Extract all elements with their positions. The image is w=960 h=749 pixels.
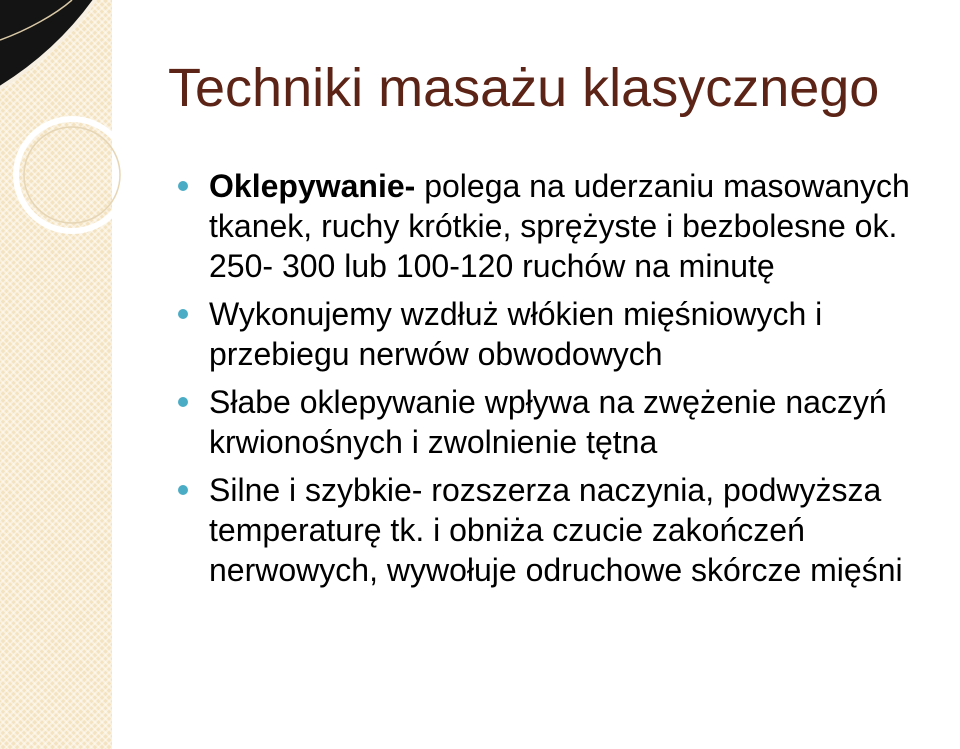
bullet-list <box>178 166 953 598</box>
bullet-text: Wykonujemy wzdłuż włókien mięśniowych i przebiegu nerwów obwodowych <box>209 296 823 372</box>
bullet-dot-icon <box>178 397 188 407</box>
bullet-item <box>178 294 953 374</box>
bullet-text: Słabe oklepywanie wpływa na zwężenie naczyń krwionośnych i zwolnienie tętna <box>209 384 887 460</box>
bullet-term: Oklepywanie- <box>209 168 416 204</box>
bullet-item <box>178 166 953 286</box>
bullet-text: Silne i szybkie- rozszerza naczynia, podwyższa temperaturę tk. i obniża czucie zakończeń nerwowych, wywołuje odruchowe skórcze mięśni <box>209 472 903 588</box>
bullet-dot-icon <box>178 309 188 319</box>
bullet-item <box>178 470 953 590</box>
bullet-item <box>178 382 953 462</box>
bullet-dot-icon <box>178 485 188 495</box>
bullet-text: polega na uderzaniu masowanych tkanek, ruchy krótkie, sprężyste i bezbolesne ok. 250- 300 lub 100-120 ruchów na minutę <box>209 168 910 284</box>
bullet-dot-icon <box>178 181 188 191</box>
slide-title: Techniki masażu klasycznego <box>168 58 880 118</box>
corner-ornament-graphic <box>0 0 130 260</box>
